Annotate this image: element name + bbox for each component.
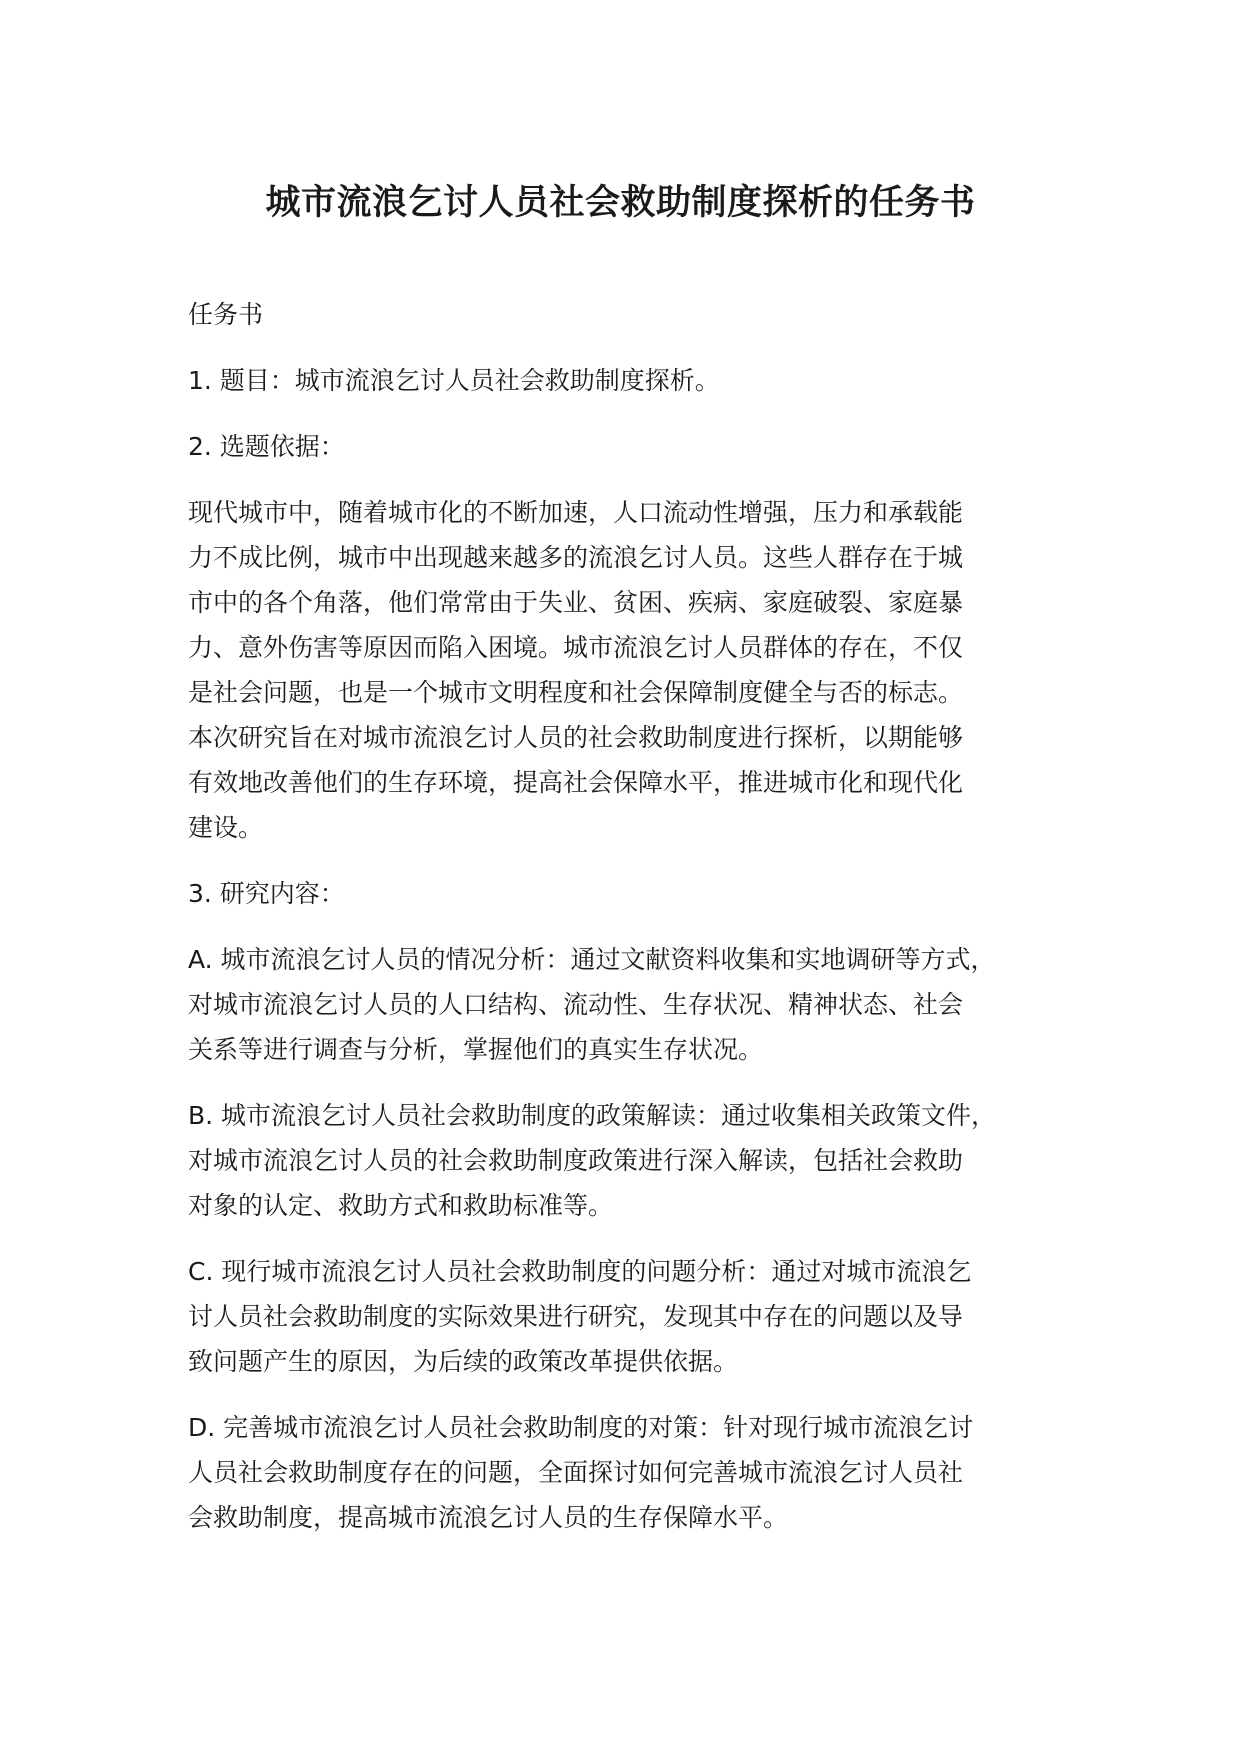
research-content-heading: 3. 研究内容：	[188, 879, 345, 908]
paragraph-line: 现代城市中，随着城市化的不断加速，人口流动性增强，压力和承载能	[188, 498, 964, 527]
paragraph-line: 力、意外伤害等原因而陷入困境。城市流浪乞讨人员群体的存在，不仅	[188, 633, 964, 662]
document-title: 城市流浪乞讨人员社会救助制度探析的任务书	[265, 183, 976, 223]
paragraph-line: 建设。	[188, 813, 264, 842]
paragraph-line: 致问题产生的原因，为后续的政策改革提供依据。	[188, 1347, 739, 1376]
paragraph-line: 讨人员社会救助制度的实际效果进行研究，发现其中存在的问题以及导	[188, 1302, 964, 1331]
topic-item: 1. 题目：城市流浪乞讨人员社会救助制度探析。	[188, 366, 720, 395]
paragraph-line: 是社会问题，也是一个城市文明程度和社会保障制度健全与否的标志。	[188, 678, 964, 707]
basis-paragraph	[188, 490, 1088, 850]
paragraph-line: C. 现行城市流浪乞讨人员社会救助制度的问题分析：通过对城市流浪乞	[188, 1257, 972, 1286]
paragraph-line: 对象的认定、救助方式和救助标准等。	[188, 1191, 614, 1220]
paragraph-line: 人员社会救助制度存在的问题，全面探讨如何完善城市流浪乞讨人员社	[188, 1458, 964, 1487]
paragraph-line: 对城市流浪乞讨人员的人口结构、流动性、生存状况、精神状态、社会	[188, 990, 964, 1019]
paragraph-line: B. 城市流浪乞讨人员社会救助制度的政策解读：通过收集相关政策文件，	[188, 1101, 997, 1130]
section-a-paragraph	[188, 937, 1088, 1072]
section-heading: 任务书	[188, 300, 264, 329]
paragraph-line: 对城市流浪乞讨人员的社会救助制度政策进行深入解读，包括社会救助	[188, 1146, 964, 1175]
paragraph-line: 本次研究旨在对城市流浪乞讨人员的社会救助制度进行探析，以期能够	[188, 723, 964, 752]
basis-heading: 2. 选题依据：	[188, 432, 345, 461]
section-c-paragraph	[188, 1249, 1088, 1384]
paragraph-line: A. 城市流浪乞讨人员的情况分析：通过文献资料收集和实地调研等方式，	[188, 945, 996, 974]
paragraph-line: 市中的各个角落，他们常常由于失业、贫困、疾病、家庭破裂、家庭暴	[188, 588, 964, 617]
section-d-paragraph	[188, 1405, 1088, 1540]
document-body	[188, 292, 1088, 1540]
paragraph-line: 会救助制度，提高城市流浪乞讨人员的生存保障水平。	[188, 1503, 789, 1532]
section-b-paragraph	[188, 1093, 1088, 1228]
paragraph-line: 关系等进行调查与分析，掌握他们的真实生存状况。	[188, 1035, 764, 1064]
paragraph-line: 力不成比例，城市中出现越来越多的流浪乞讨人员。这些人群存在于城	[188, 543, 964, 572]
paragraph-line: 有效地改善他们的生存环境，提高社会保障水平，推进城市化和现代化	[188, 768, 964, 797]
paragraph-line: D. 完善城市流浪乞讨人员社会救助制度的对策：针对现行城市流浪乞讨	[188, 1413, 974, 1442]
